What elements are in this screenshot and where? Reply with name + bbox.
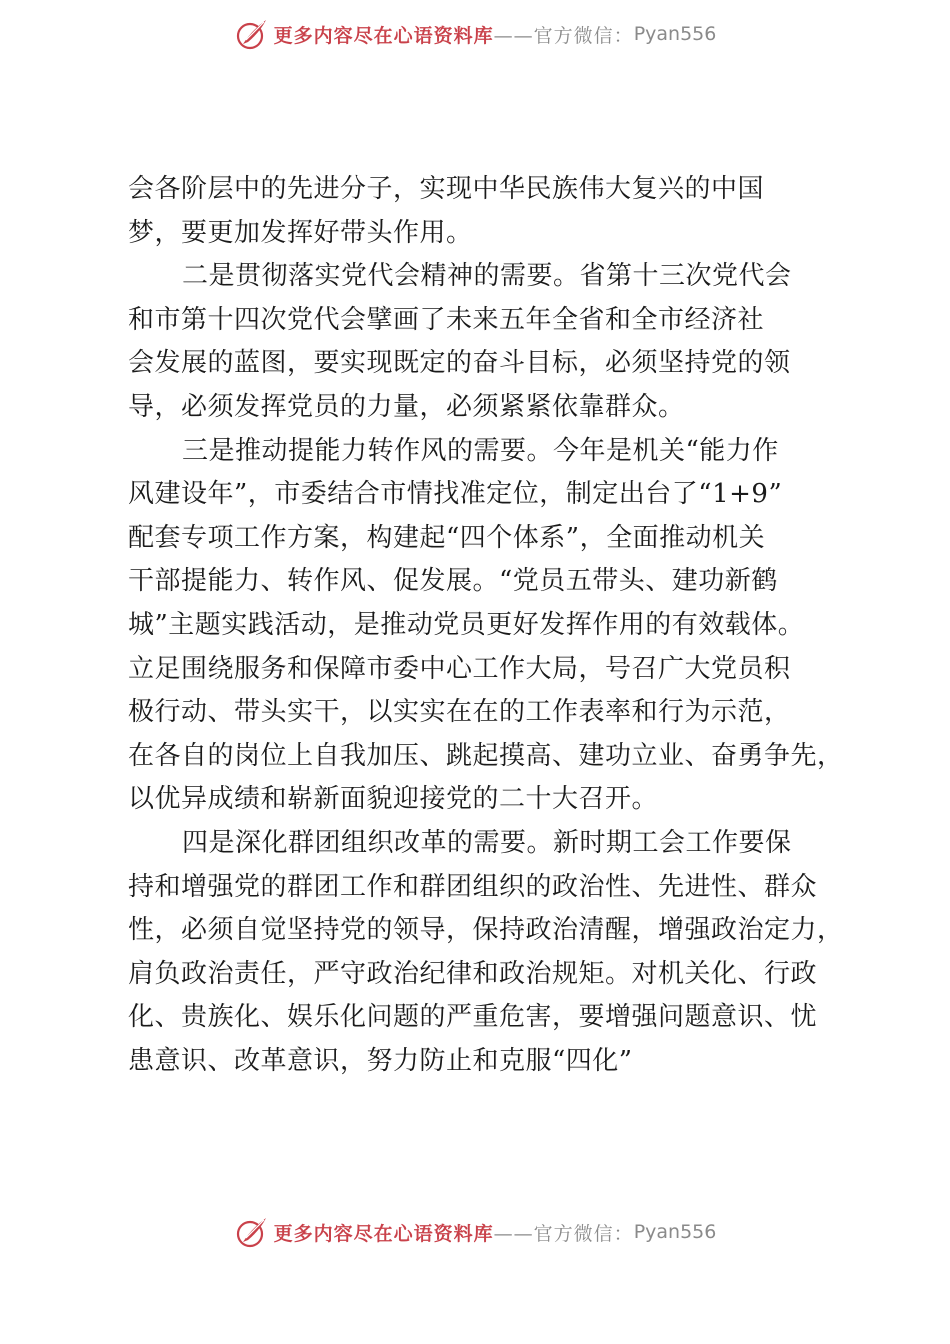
text-line: 极行动、带头实干，以实实在在的工作表率和行为示范，	[128, 697, 791, 728]
paragraph-start-line: 四是深化群团组织改革的需要。新时期工会工作要保	[182, 827, 792, 858]
text-line: 导，必须发挥党员的力量，必须紧紧依靠群众。	[128, 391, 685, 422]
banner-tail-text: ——官方微信：	[493, 1222, 634, 1245]
banner-wechat-id: Pyan556	[633, 23, 717, 45]
banner-tail-text: ——官方微信：	[493, 24, 634, 47]
banner-wechat-id: Pyan556	[633, 1221, 717, 1243]
text-line: 患意识、改革意识，努力防止和克服“四化”	[128, 1045, 633, 1076]
paragraph-start-line: 三是推动提能力转作风的需要。今年是机关“能力作	[182, 435, 779, 466]
quill-logo-icon	[234, 16, 270, 52]
document-body	[128, 168, 858, 1083]
text-line: 立足围绕服务和保障市委中心工作大局，号召广大党员积	[128, 653, 791, 684]
quill-logo-icon	[234, 1214, 270, 1250]
text-line: 化、贵族化、娱乐化问题的严重危害，要增强问题意识、忧	[128, 1002, 818, 1033]
text-line: 肩负政治责任，严守政治纪律和政治规矩。对机关化、行政	[128, 958, 818, 989]
text-line: 在各自的岗位上自我加压、跳起摸高、建功立业、奋勇争先，	[128, 740, 844, 771]
text-line: 持和增强党的群团工作和群团组织的政治性、先进性、群众	[128, 871, 818, 902]
text-line: 会各阶层中的先进分子，实现中华民族伟大复兴的中国	[128, 174, 765, 204]
text-line: 城”主题实践活动，是推动党员更好发挥作用的有效载体。	[128, 609, 805, 640]
paragraph-start-line: 二是贯彻落实党代会精神的需要。省第十三次党代会	[182, 261, 792, 292]
text-line: 风建设年”，市委结合市情找准定位，制定出台了“1+9”	[128, 479, 783, 510]
header-watermark-banner	[0, 12, 950, 56]
text-line: 干部提能力、转作风、促发展。“党员五带头、建功新鹤	[128, 566, 778, 597]
text-line: 梦，要更加发挥好带头作用。	[128, 217, 473, 248]
text-line: 配套专项工作方案，构建起“四个体系”，全面推动机关	[128, 522, 766, 553]
banner-lead-text: 更多内容尽在心语资料库	[273, 1222, 494, 1245]
footer-watermark-banner	[0, 1210, 950, 1254]
text-line: 和市第十四次党代会擘画了未来五年全省和全市经济社	[128, 304, 765, 335]
banner-lead-text: 更多内容尽在心语资料库	[273, 24, 494, 47]
text-line: 性，必须自觉坚持党的领导，保持政治清醒，增强政治定力，	[128, 915, 844, 946]
text-line: 会发展的蓝图，要实现既定的奋斗目标，必须坚持党的领	[128, 348, 791, 379]
text-line: 以优异成绩和崭新面貌迎接党的二十大召开。	[128, 784, 659, 815]
